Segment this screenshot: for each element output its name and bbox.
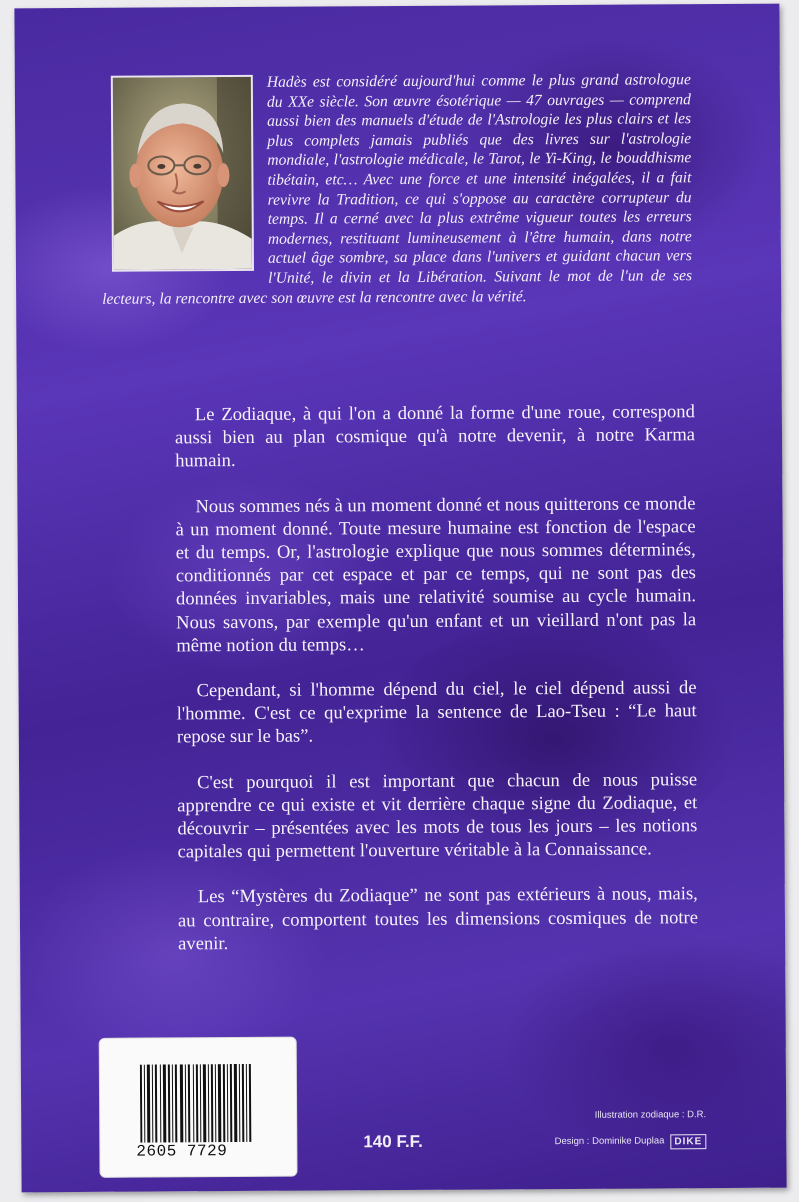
design-credit-line — [554, 1128, 706, 1155]
book-description — [175, 400, 698, 977]
design-credit: Design : Dominike Duplaa — [554, 1135, 665, 1148]
author-bio — [101, 70, 692, 309]
barcode-number: 2605 7729 — [136, 1142, 260, 1161]
photo-spacer — [101, 73, 268, 272]
description-paragraph: C'est pourquoi il est important que chacun de nous puisse apprendre ce qui existe et vit derrière chaque signe du Zodiaque, et découvrir – présentées avec les mots de tous les jours – les notions capitales qui permettent l'ouverture véritable à la Connaissance. — [177, 768, 698, 863]
price: 140 F.F. — [363, 1131, 423, 1152]
publisher-logo: DIKE — [670, 1134, 706, 1149]
barcode-icon — [140, 1064, 253, 1153]
description-paragraph: Les “Mystères du Zodiaque” ne sont pas extérieurs à nous, mais, au contraire, comportent toutes les dimensions cosmiques de notre avenir. — [177, 883, 699, 955]
description-paragraph: Le Zodiaque, à qui l'on a donné la forme d'une roue, correspond aussi bien au plan cosmique qu'à notre devenir, à notre Karma humain. — [174, 401, 696, 472]
author-bio-text: Hadès est considéré aujourd'hui comme le plus grand astrologue du XXe siècle. Son œuvre ésotérique — 47 ouvrages — comprend aussi bien des manuels d'étude de l'Astrologie les plus clairs et les plus complets jamais publiés que des livres sur l'astrologie mondiale, l'astrologie médicale, le Tarot, le Yi-King, le bouddhisme tibétain, etc… Avec une force et une intensité inégalées, il a fait revivre la Tradition, ce qui s'oppose au caractère corrupteur du temps. Il a cerné avec la plus extrême vigueur toutes les erreurs modernes, restituant lumineusement à l'être humain, dans notre actuel âge sombre, sa place dans l'univers et guidant chacun vers l'Unité, le divin et la Libération. Suivant le mot de l'un de ses lecteurs, la rencontre avec son œuvre est la rencontre avec la vérité. — [102, 71, 693, 308]
book-back-cover — [14, 4, 786, 1193]
description-paragraph: Cependant, si l'homme dépend du ciel, le ciel dépend aussi de l'homme. C'est ce qu'exprime la sentence de Lao-Tseu : “Le haut repose sur le bas”. — [176, 677, 697, 748]
credits — [554, 1102, 706, 1155]
illustration-credit: Illustration zodiaque : D.R. — [594, 1109, 707, 1121]
description-paragraph: Nous sommes nés à un moment donné et nous quitterons ce monde à un moment donné. Toute mesure humaine est fonction de l'espace et du temps. Or, l'astrologie explique que nous sommes déterminés, conditionnés par cet espace et par ce temps, qui ne sont pas des données invariables, mais une relativité soumise au cycle humain. Nous savons, par exemple qu'un enfant et un vieillard n'ont pas la même notion du temps… — [175, 492, 697, 657]
barcode-label — [99, 1037, 298, 1178]
